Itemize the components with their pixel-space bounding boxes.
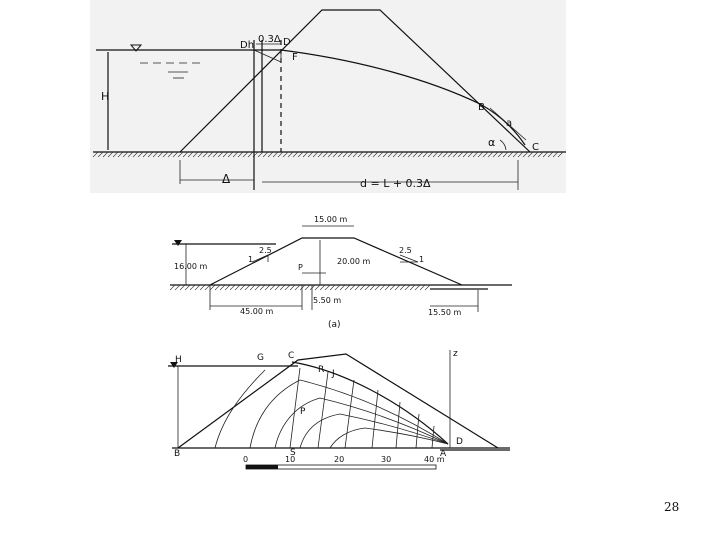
hatch-stroke (265, 285, 270, 290)
fig2-caption: (a) (328, 320, 341, 330)
hatch-stroke (340, 285, 345, 290)
fig1-c-label: C (532, 142, 539, 153)
fig3-label-g: G (257, 353, 264, 363)
fig2-point-p: P (298, 263, 303, 272)
fig2-slope-right-ratio: 2.5 (399, 246, 412, 255)
fig1-03-label: 0.3Δ (258, 34, 281, 45)
hatch-stroke (275, 285, 280, 290)
hatch-stroke (180, 285, 185, 290)
fig3-equipotential-6 (396, 402, 400, 448)
fig3-scale-40: 40 m (424, 455, 445, 464)
hatch-stroke (235, 285, 240, 290)
fig3-scale-bar-fill (246, 465, 278, 469)
hatch-stroke (400, 285, 405, 290)
fig1-dh-label: Dh (240, 40, 255, 51)
fig2-height-label: 20.00 m (337, 257, 371, 266)
hatch-stroke (290, 285, 295, 290)
fig3-equipotential-4 (345, 380, 354, 448)
fig3-scale-0: 0 (243, 455, 249, 464)
fig3-z-label: z (453, 349, 458, 359)
fig1-b-label: B (478, 102, 485, 113)
hatch-stroke (250, 285, 255, 290)
fig2-base-label: 45.00 m (240, 307, 274, 316)
fig3-equipotential-1 (215, 370, 265, 448)
hatch-stroke (255, 285, 260, 290)
hatch-stroke (390, 285, 395, 290)
hatch-stroke (200, 285, 205, 290)
page-number: 28 (664, 500, 680, 514)
hatch-stroke (410, 285, 415, 290)
hatch-stroke (350, 285, 355, 290)
hatch-stroke (270, 285, 275, 290)
fig3-flow-net (168, 349, 510, 469)
fig2-slope-left-unit: 1 (248, 255, 254, 264)
hatch-stroke (310, 285, 315, 290)
hatch-stroke (185, 285, 190, 290)
fig2-slope-left-ratio: 2.5 (259, 246, 272, 255)
hatch-stroke (175, 285, 180, 290)
fig3-scale-20: 20 (334, 455, 345, 464)
fig1-d-label: D (283, 37, 291, 48)
fig3-label-d: D (456, 437, 463, 447)
hatch-stroke (405, 285, 410, 290)
fig2-dam-section (170, 215, 512, 330)
fig2-water-level-icon (174, 240, 182, 246)
hatch-stroke (225, 285, 230, 290)
hatch-stroke (360, 285, 365, 290)
fig3-scale-30: 30 (381, 455, 392, 464)
hatch-stroke (210, 285, 215, 290)
fig2-depth-label: 16.00 m (174, 262, 208, 271)
fig3-label-j: J (332, 369, 335, 379)
hatch-stroke (170, 285, 175, 290)
hatch-stroke (395, 285, 400, 290)
hatch-stroke (190, 285, 195, 290)
fig1-delta-label: Δ (222, 172, 231, 186)
fig2-slope-right-marker (400, 255, 418, 262)
hatch-stroke (370, 285, 375, 290)
fig3-label-b: B (174, 449, 181, 459)
hatch-stroke (330, 285, 335, 290)
fig2-foundation-label: 5.50 m (313, 296, 342, 305)
hatch-stroke (365, 285, 370, 290)
fig3-label-s: S (290, 448, 296, 458)
hatch-stroke (315, 285, 320, 290)
hatch-stroke (415, 285, 420, 290)
fig3-flow-line-1 (250, 380, 448, 448)
hatch-stroke (325, 285, 330, 290)
hatch-stroke (295, 285, 300, 290)
fig2-drain-label: 15.50 m (428, 308, 462, 317)
hatch-stroke (285, 285, 290, 290)
hatch-stroke (300, 285, 305, 290)
hatch-stroke (245, 285, 250, 290)
hatch-stroke (240, 285, 245, 290)
hatch-stroke (380, 285, 385, 290)
fig1-a-label: a (506, 118, 513, 129)
fig3-label-p: P (300, 407, 306, 417)
fig3-label-r: R (318, 365, 325, 375)
hatch-stroke (420, 285, 425, 290)
fig1-h-label: H (101, 90, 110, 103)
fig3-equipotential-2 (290, 368, 300, 448)
fig1-seepage-diagram (90, 0, 566, 193)
hatch-stroke (195, 285, 200, 290)
fig2-slope-right-unit: 1 (419, 255, 425, 264)
hatch-stroke (355, 285, 360, 290)
hatch-stroke (230, 285, 235, 290)
hatch-stroke (320, 285, 325, 290)
fig3-scale-10: 10 (285, 455, 296, 464)
hatch-stroke (260, 285, 265, 290)
hatch-stroke (220, 285, 225, 290)
fig2-ground-hatch (170, 285, 430, 290)
hatch-stroke (305, 285, 310, 290)
fig1-formula: d = L + 0.3Δ (360, 177, 431, 190)
fig3-label-h: H (175, 355, 182, 365)
fig3-equipotential-5 (372, 390, 378, 448)
fig2-slope-left-marker (252, 255, 268, 262)
fig1-alpha-label: α (488, 136, 496, 149)
fig1-f-label: F (292, 52, 298, 63)
fig1-background (90, 0, 566, 193)
fig3-label-a: A (440, 449, 447, 459)
hatch-stroke (335, 285, 340, 290)
hatch-stroke (385, 285, 390, 290)
hatch-stroke (375, 285, 380, 290)
hatch-stroke (205, 285, 210, 290)
hatch-stroke (280, 285, 285, 290)
fig3-label-c: C (288, 351, 295, 361)
hatch-stroke (425, 285, 430, 290)
fig3-equipotential-3 (318, 372, 328, 448)
hatch-stroke (215, 285, 220, 290)
fig2-crest-label: 15.00 m (314, 215, 348, 224)
hatch-stroke (345, 285, 350, 290)
